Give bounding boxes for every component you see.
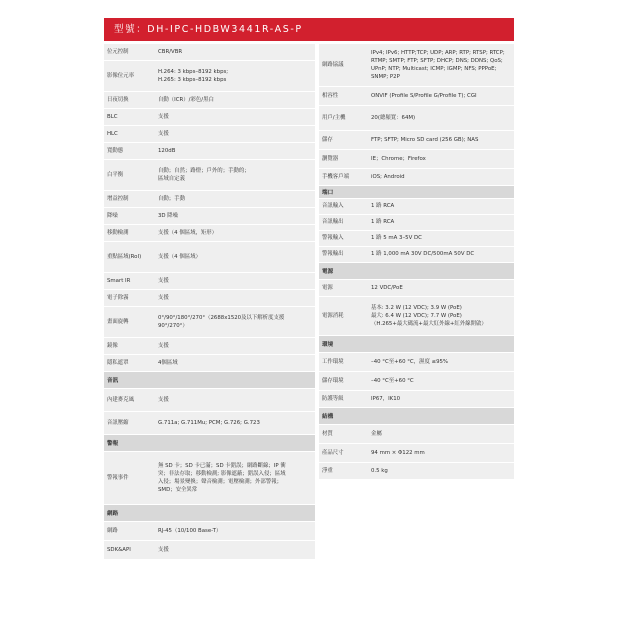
spec-value-text: 94 mm × Φ122 mm: [371, 449, 425, 456]
spec-label: [104, 389, 154, 411]
spec-columns: [104, 44, 514, 559]
spec-label-text: 淨重: [322, 467, 333, 474]
spec-value: [367, 391, 514, 407]
spec-value: [154, 273, 315, 289]
spec-label: [319, 106, 367, 130]
spec-row: [319, 150, 514, 168]
spec-label-text: 儲存環境: [322, 377, 344, 384]
spec-label-text: 網路協議: [322, 61, 344, 68]
spec-label-text: 材質: [322, 430, 333, 437]
spec-label: [319, 87, 367, 105]
spec-row: [319, 231, 514, 246]
section-header: 結構: [319, 408, 514, 424]
spec-label: [104, 452, 154, 504]
spec-value-text: 0.5 kg: [371, 467, 388, 474]
spec-label: [319, 297, 367, 335]
section-header: 電源: [319, 263, 514, 279]
spec-value: [154, 61, 315, 91]
spec-label: [319, 169, 367, 185]
spec-row: [319, 87, 514, 105]
spec-label-text: 音訊輸出: [322, 219, 344, 226]
spec-label-text: 用戶/主機: [322, 114, 346, 121]
spec-label-text: 內建麥克風: [107, 396, 134, 403]
spec-row: [104, 290, 315, 306]
spec-value-text: H.264: 3 kbps–8192 kbps; H.265: 3 kbps–8192 kbps: [158, 68, 229, 83]
spec-row: [104, 355, 315, 371]
spec-label: [104, 541, 154, 559]
spec-value: [367, 231, 514, 246]
spec-label: [104, 208, 154, 224]
spec-value-text: 1 路 RCA: [371, 203, 395, 210]
spec-label-text: Smart IR: [107, 277, 131, 284]
spec-row: [104, 191, 315, 207]
spec-row: [319, 106, 514, 130]
spec-label: [319, 199, 367, 214]
spec-value: [154, 290, 315, 306]
spec-value: [367, 131, 514, 149]
spec-value-text: 20(總頻寬：64M): [371, 114, 416, 121]
spec-value-text: 1 路 RCA: [371, 219, 395, 226]
spec-label: [319, 231, 367, 246]
spec-value-text: G.711a; G.711Mu; PCM; G.726; G.723: [158, 419, 260, 426]
spec-label: [319, 215, 367, 230]
spec-value: [154, 541, 315, 559]
spec-value: [154, 355, 315, 371]
spec-value-text: IPv4; IPv6; HTTP;TCP; UDP; ARP; RTP; RTSP; RTCP; RTMP; SMTP; FTP; SFTP; DHCP; DNS; DDNS; QoS; UPnP; NTP; Multicast; ICMP; IGMP; NFS; PPPoE; SNMP; P2P: [371, 49, 505, 81]
spec-label: [104, 522, 154, 540]
spec-value-text: 金屬: [371, 430, 382, 437]
spec-value: [154, 338, 315, 354]
spec-label-text: 日夜切換: [107, 96, 129, 103]
spec-value-text: 支援: [158, 294, 169, 301]
spec-row: [104, 44, 315, 60]
spec-row: [319, 372, 514, 390]
spec-row: [104, 338, 315, 354]
spec-value: [367, 106, 514, 130]
spec-value: [154, 208, 315, 224]
spec-value-text: iOS; Android: [371, 173, 405, 180]
spec-value-text: FTP; SFTP; Micro SD card (256 GB); NAS: [371, 136, 479, 143]
spec-value-text: 1 路 5 mA 3–5V DC: [371, 235, 422, 242]
spec-value: [154, 143, 315, 159]
spec-value-text: ONVIF (Profile S/Profile G/Profile T); CGI: [371, 92, 477, 99]
spec-value-text: 自動；手動: [158, 195, 185, 202]
spec-value: [367, 297, 514, 335]
spec-value: [367, 425, 514, 443]
spec-label-text: 鏡像: [107, 342, 118, 349]
spec-label: [104, 225, 154, 241]
section-header: 環境: [319, 336, 514, 352]
spec-row: [319, 463, 514, 479]
spec-label-text: 防護等級: [322, 395, 344, 402]
spec-value-text: 無 SD 卡；SD 卡已滿；SD 卡錯誤；網路斷線；IP 衝 突；非法存取；移動檢測; 影像遮蔽；錯誤入侵；區域 入侵；場景變換；聲音檢測；電壓檢測；外部警報； SMD；安全異常: [158, 462, 286, 494]
spec-label-text: SDK&API: [107, 546, 131, 553]
spec-value-text: 支援: [158, 277, 169, 284]
spec-value-text: 支援: [158, 130, 169, 137]
spec-label: [104, 307, 154, 337]
spec-value-text: 12 VDC/PoE: [371, 284, 403, 291]
spec-row: [319, 444, 514, 462]
spec-value-text: CBR/VBR: [158, 48, 183, 55]
spec-value-text: –40 °C至+60 °C，濕度 ≤95%: [371, 358, 449, 365]
spec-label: [104, 273, 154, 289]
spec-value: [154, 109, 315, 125]
spec-row: [104, 389, 315, 411]
spec-label-text: 警報輸出: [322, 251, 344, 258]
spec-label: [319, 44, 367, 86]
spec-value: [154, 160, 315, 190]
spec-label-text: 電源消耗: [322, 312, 344, 319]
spec-value-text: 支援（4 個區域，矩形）: [158, 229, 218, 236]
section-header: 網路: [104, 505, 315, 521]
spec-label: [104, 412, 154, 434]
spec-label: [104, 191, 154, 207]
spec-value-text: 3D 降噪: [158, 212, 179, 219]
spec-value: [154, 92, 315, 108]
spec-label-text: 位元控制: [107, 48, 129, 55]
spec-value: [154, 126, 315, 142]
spec-value-text: 0°/90°/180°/270°（2688x1520及以下解析度支援 90°/270°）: [158, 314, 285, 329]
spec-value-text: 1 路 1,000 mA 30V DC/500mA 50V DC: [371, 251, 475, 258]
spec-row: [319, 44, 514, 86]
spec-value-text: 支援: [158, 342, 169, 349]
spec-row: [104, 208, 315, 224]
spec-label: [104, 92, 154, 108]
spec-row: [104, 225, 315, 241]
spec-row: [104, 522, 315, 540]
spec-value: [154, 225, 315, 241]
spec-value: [154, 522, 315, 540]
spec-row: [104, 126, 315, 142]
spec-label-text: 電源: [322, 284, 333, 291]
spec-value: [367, 150, 514, 168]
spec-row: [104, 541, 315, 559]
spec-label-text: 電子除霧: [107, 294, 129, 301]
spec-label: [319, 353, 367, 371]
spec-value: [154, 452, 315, 504]
spec-label: [104, 61, 154, 91]
spec-label: [104, 44, 154, 60]
spec-row: [319, 215, 514, 230]
spec-label-text: 工作環境: [322, 358, 344, 365]
spec-value: [154, 191, 315, 207]
spec-label: [319, 425, 367, 443]
spec-row: [104, 412, 315, 434]
spec-row: [319, 391, 514, 407]
spec-value-text: 基本: 3.2 W (12 VDC); 3.9 W (PoE) 最大: 6.4 W (12 VDC); 7.7 W (PoE) （H.265+最大碼流+最大紅外線+紅外線開啟）: [371, 304, 487, 328]
spec-value-text: 自動；自然；路燈；戶外的；手動的； 區域自定義: [158, 167, 250, 182]
spec-value: [367, 169, 514, 185]
spec-value: [154, 389, 315, 411]
section-header: 警報: [104, 435, 315, 451]
spec-column-left: [104, 44, 315, 559]
spec-label-text: 降噪: [107, 212, 118, 219]
spec-value-text: RJ-45（10/100 Base-T）: [158, 527, 222, 534]
spec-label: [104, 242, 154, 272]
spec-column-right: [319, 44, 514, 559]
spec-label: [319, 280, 367, 296]
spec-label: [319, 247, 367, 262]
spec-label-text: 重點區域(RoI): [107, 253, 142, 260]
spec-value: [367, 280, 514, 296]
spec-row: [319, 199, 514, 214]
spec-label-text: 音訊輸入: [322, 203, 344, 210]
spec-label: [104, 290, 154, 306]
spec-value: [367, 463, 514, 479]
spec-value: [367, 44, 514, 86]
spec-label-text: 音訊壓縮: [107, 419, 129, 426]
spec-value: [367, 247, 514, 262]
spec-value-text: IP67，IK10: [371, 395, 401, 402]
spec-label-text: 影像位元率: [107, 72, 134, 79]
spec-row: [104, 160, 315, 190]
spec-value: [154, 307, 315, 337]
spec-row: [319, 297, 514, 335]
spec-row: [104, 452, 315, 504]
spec-row: [104, 307, 315, 337]
spec-label: [319, 463, 367, 479]
spec-label-text: 移動檢測: [107, 229, 129, 236]
spec-value: [367, 215, 514, 230]
spec-label-text: 手機客戶端: [322, 173, 349, 180]
spec-value: [367, 372, 514, 390]
model-title-banner: 型號：DH-IPC-HDBW3441R-AS-P: [104, 18, 514, 41]
spec-row: [104, 92, 315, 108]
spec-label-text: 警報輸入: [322, 235, 344, 242]
spec-label-text: BLC: [107, 113, 118, 120]
spec-row: [319, 247, 514, 262]
spec-value: [367, 444, 514, 462]
spec-label: [104, 160, 154, 190]
spec-label: [104, 143, 154, 159]
spec-label: [104, 109, 154, 125]
spec-sheet: [104, 18, 514, 559]
spec-row: [319, 169, 514, 185]
spec-value: [367, 87, 514, 105]
spec-value: [154, 412, 315, 434]
spec-label-text: 產品尺寸: [322, 449, 344, 456]
spec-row: [319, 131, 514, 149]
spec-value-text: 支援（4 個區域）: [158, 253, 201, 260]
spec-value: [154, 44, 315, 60]
spec-value-text: –40 °C至+60 °C: [371, 377, 414, 384]
spec-label-text: HLC: [107, 130, 118, 137]
spec-label: [319, 131, 367, 149]
spec-row: [104, 61, 315, 91]
spec-label: [319, 372, 367, 390]
spec-value: [367, 353, 514, 371]
spec-label-text: 畫面旋轉: [107, 318, 129, 325]
section-header: 端口: [319, 186, 514, 198]
spec-row: [104, 109, 315, 125]
spec-value-text: 支援: [158, 546, 169, 553]
spec-label: [104, 126, 154, 142]
spec-label: [319, 391, 367, 407]
spec-row: [104, 242, 315, 272]
spec-label-text: 瀏覽器: [322, 155, 339, 162]
spec-row: [319, 425, 514, 443]
spec-label-text: 寬動態: [107, 147, 124, 154]
spec-row: [104, 273, 315, 289]
spec-label: [319, 150, 367, 168]
spec-label: [104, 355, 154, 371]
spec-value-text: 自動（ICR）/彩色/黑白: [158, 96, 214, 103]
spec-label: [319, 444, 367, 462]
spec-label-text: 網路: [107, 527, 118, 534]
spec-label-text: 相容性: [322, 92, 339, 99]
spec-label-text: 增益控制: [107, 195, 129, 202]
spec-label-text: 隱私遮罩: [107, 359, 129, 366]
spec-value-text: IE；Chrome；Firefox: [371, 155, 426, 162]
spec-value-text: 支援: [158, 396, 169, 403]
spec-value-text: 120dB: [158, 147, 176, 154]
spec-label: [104, 338, 154, 354]
spec-value: [367, 199, 514, 214]
spec-value-text: 支援: [158, 113, 169, 120]
spec-row: [104, 143, 315, 159]
spec-value: [154, 242, 315, 272]
spec-label-text: 警報事件: [107, 474, 129, 481]
spec-label-text: 白平衡: [107, 171, 124, 178]
spec-row: [319, 353, 514, 371]
spec-row: [319, 280, 514, 296]
spec-value-text: 4個區域: [158, 359, 178, 366]
spec-label-text: 儲存: [322, 136, 333, 143]
section-header: 音訊: [104, 372, 315, 388]
